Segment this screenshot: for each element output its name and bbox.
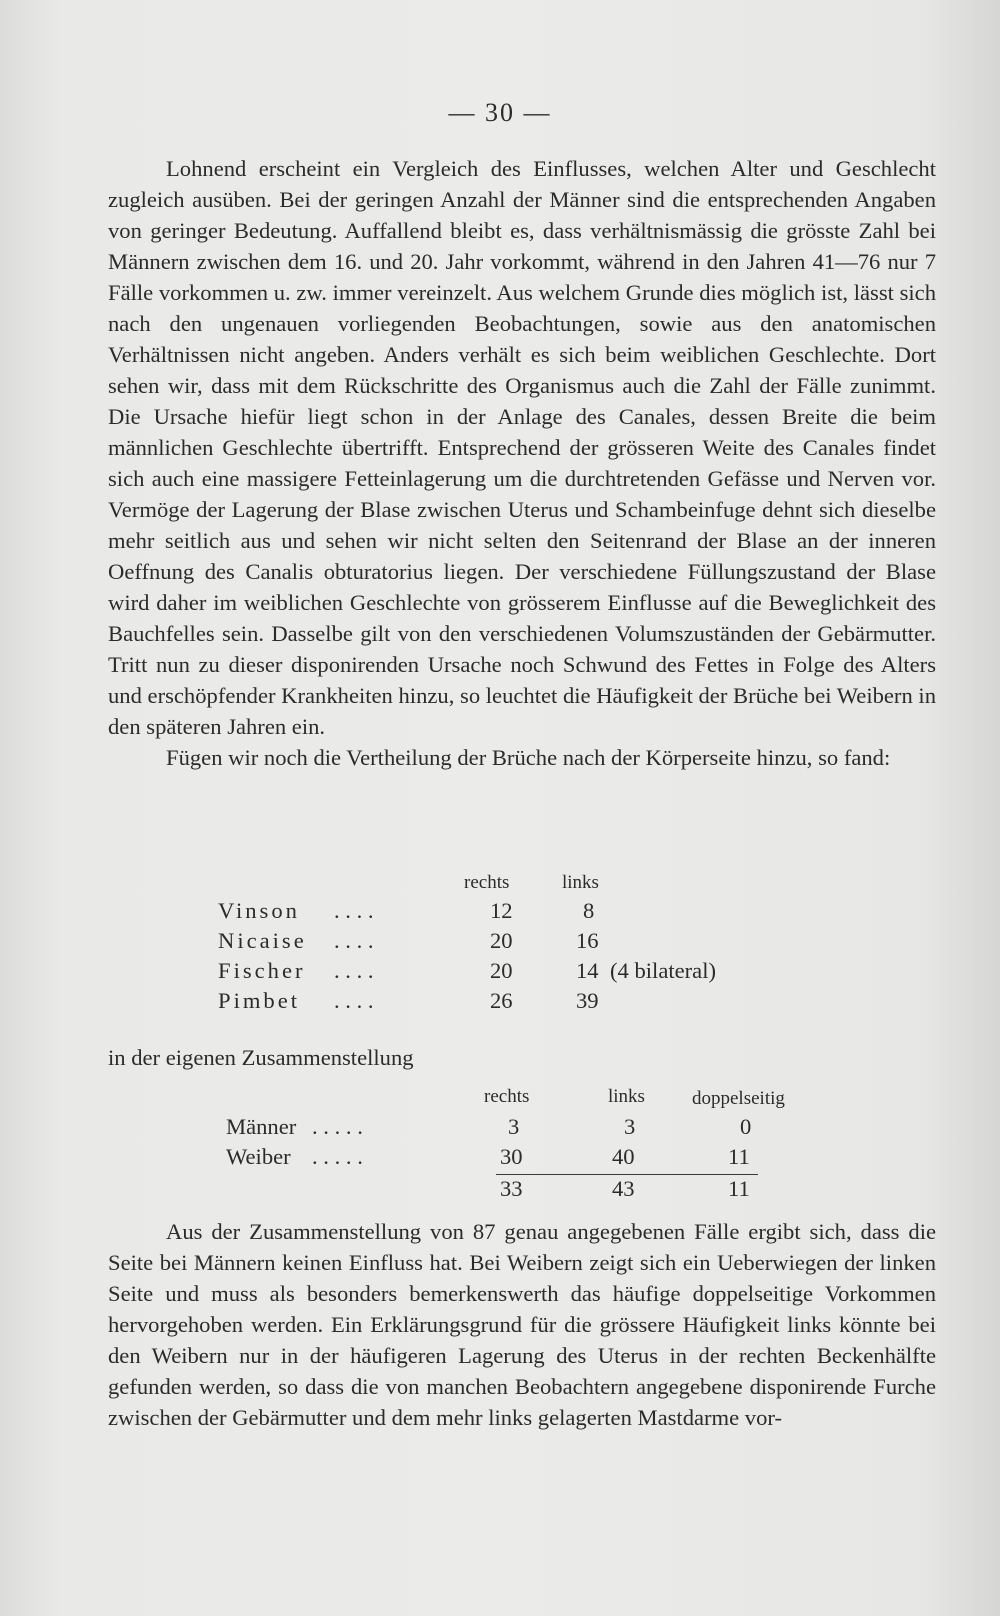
total-links: 43 bbox=[612, 1176, 635, 1201]
value-rechts: 20 bbox=[490, 928, 513, 953]
column-header-links: links bbox=[608, 1086, 645, 1107]
column-header-rechts: rechts bbox=[484, 1086, 530, 1107]
leader-dots: . . . . . bbox=[312, 1144, 363, 1169]
value-rechts: 20 bbox=[490, 958, 513, 983]
value-doppelseitig: 11 bbox=[728, 1144, 750, 1169]
author-name: Vinson bbox=[218, 898, 300, 923]
leader-dots: . . . . bbox=[334, 898, 374, 923]
page-number: — 30 — bbox=[448, 98, 552, 127]
value-links: 40 bbox=[612, 1144, 635, 1169]
value-links: 14 bbox=[576, 958, 599, 983]
total-doppelseitig: 11 bbox=[728, 1176, 750, 1201]
leader-dots: . . . . bbox=[334, 988, 374, 1013]
author-name: Fischer bbox=[218, 958, 306, 983]
table-row bbox=[108, 898, 938, 928]
paragraph: Aus der Zusammenstellung von 87 genau angegebenen Fälle ergibt sich, dass die Seite bei Männern keinen Einfluss hat. Bei Weibern zeigt sich ein Ueberwiegen der linken Seite und muss als besonders bemerkenswerth das häufige doppelseitige Vorkommen hervorgehoben werden. Ein Erklärungsgrund für die grössere Häufigkeit links könnte bei den Weibern nur in der häufigeren Lagerung des Uterus in der rechten Beckenhälfte gefunden werden, so dass die von manchen Beobachtern angegebene disponirende Furche zwischen der Gebärmutter und dem mehr links gelagerten Mastdarme vor- bbox=[108, 1219, 936, 1430]
group-name: Männer bbox=[226, 1114, 297, 1139]
paragraph: Lohnend erscheint ein Vergleich des Einflusses, welchen Alter und Geschlecht zugleich ausüben. Bei der geringen Anzahl der Männer sind die entsprechenden Angaben von geringer Bedeutung. Auffallend bleibt es, dass verhältnismässig die grösste Zahl bei Männern zwischen dem 16. und 20. Jahr vorkommt, während in den Jahren 41—76 nur 7 Fälle vorkommen u. zw. immer vereinzelt. Aus welchem Grunde dies möglich ist, lässt sich nach den ungenauen vorliegenden Beobachtungen, sowie aus den anatomischen Verhältnissen nicht angeben. Anders verhält es sich beim weiblichen Geschlechte. Dort sehen wir, dass mit dem Rückschritte des Organismus auch die Zahl der Fälle zunimmt. Die Ursache hiefür liegt schon in der Anlage des Canales, dessen Breite die beim männlichen Geschlechte übertrifft. Entsprechend der grösseren Weite des Canales findet sich auch eine massigere Fetteinlagerung um die durchtretenden Gefässe und Nerven vor. Vermöge der Lagerung der Blase zwischen Uterus und Schambeinfuge dehnt sich dieselbe mehr seitlich aus und sehen wir nicht selten den Seitenrand der Blase an der inneren Oeffnung des Canalis obturatorius liegen. Der verschiedene Füllungszustand der Blase wird daher im weiblichen Geschlechte von grösserem Einflusse auf die Beweglichkeit des Bauchfelles sein. Dasselbe gilt von den verschiedenen Volumszuständen der Gebärmutter. Tritt nun zu dieser disponirenden Ursache noch Schwund des Fettes in Folge des Alters und erschöpfender Krankheiten hinzu, so leuchtet die Häufigkeit der Brüche bei Weibern in den späteren Jahren ein. bbox=[108, 156, 936, 739]
table-row bbox=[108, 1114, 938, 1144]
table-row bbox=[108, 988, 938, 1018]
total-rechts: 33 bbox=[500, 1176, 523, 1201]
totals-row bbox=[108, 1176, 938, 1206]
leader-dots: . . . . . bbox=[312, 1114, 363, 1139]
value-links: 16 bbox=[576, 928, 599, 953]
value-rechts: 3 bbox=[508, 1114, 520, 1139]
table2-caption: in der eigenen Zusammenstellung bbox=[108, 1045, 414, 1070]
sum-rule bbox=[496, 1174, 758, 1175]
leader-dots: . . . . bbox=[334, 958, 374, 983]
value-rechts: 30 bbox=[500, 1144, 523, 1169]
leader-dots: . . . . bbox=[334, 928, 374, 953]
value-links: 8 bbox=[583, 898, 595, 923]
paragraph: Fügen wir noch die Vertheilung der Brüche nach der Körperseite hinzu, so fand: bbox=[166, 745, 891, 770]
table-row bbox=[108, 958, 938, 988]
table-row bbox=[108, 1144, 938, 1174]
value-doppelseitig: 0 bbox=[740, 1114, 752, 1139]
table-row bbox=[108, 928, 938, 958]
row-note: (4 bilateral) bbox=[610, 958, 717, 983]
author-name: Nicaise bbox=[218, 928, 307, 953]
column-header-links: links bbox=[562, 872, 599, 893]
body-text-bottom bbox=[108, 1216, 936, 1433]
group-name: Weiber bbox=[226, 1144, 291, 1169]
column-header-rechts: rechts bbox=[464, 872, 510, 893]
value-rechts: 26 bbox=[490, 988, 513, 1013]
body-text-top bbox=[108, 153, 936, 773]
column-header-doppelseitig: doppelseitig bbox=[692, 1088, 785, 1109]
value-rechts: 12 bbox=[490, 898, 513, 923]
value-links: 39 bbox=[576, 988, 599, 1013]
author-name: Pimbet bbox=[218, 988, 301, 1013]
value-links: 3 bbox=[624, 1114, 636, 1139]
